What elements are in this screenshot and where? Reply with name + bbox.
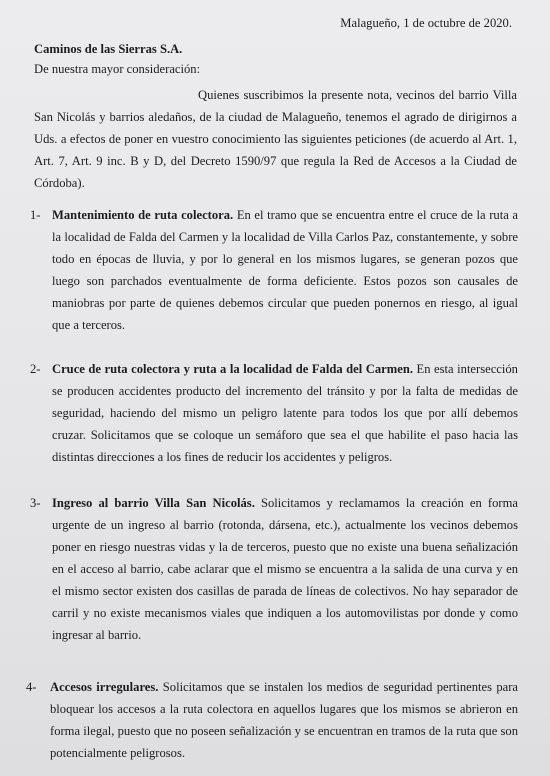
- petition-text: Solicitamos que se instalen los medios de seguridad pertinentes para bloquear los accesos a la ruta colectora en aquellos lugares que los mismos se abrieron en forma ilegal, puesto que no poseen señalización y se encuentran en tramos de la ruta que son potencialmente peligrosos.: [50, 680, 519, 760]
- petition-body: [52, 358, 518, 468]
- recipient-name: Caminos de las Sierras S.A.: [34, 42, 183, 56]
- petition-text: En esta intersección se producen accidentes producto del incremento del tránsito y por la falta de medidas de seguridad, haciendo del mismo un peligro latente para todos los que por allí debemos cruzar. Solicitamos que se coloque un semáforo que sea el que habilite el paso hacia las distintas direcciones a los fines de reducir los accidentes y peligros.: [52, 362, 518, 464]
- petition-item: [30, 492, 518, 646]
- petition-text: En el tramo que se encuentra entre el cruce de la ruta a la localidad de Falda del Carmen y la localidad de Villa Carlos Paz, constantemente, y sobre todo en épocas de lluvia, y por lo general en los mismos lugares, se generan pozos que luego son parchados eventualmente de forma deficiente. Estos pozos son causales de maniobras por parte de quienes debemos circular que pueden ponernos en riesgo, al igual que a terceros.: [52, 208, 518, 332]
- petition-item: [30, 358, 518, 468]
- petition-number: 3-: [30, 496, 41, 510]
- petition-title: Ingreso al barrio Villa San Nicolás.: [52, 496, 255, 510]
- petition-number: 4-: [26, 680, 37, 694]
- petition-title: Cruce de ruta colectora y ruta a la localidad de Falda del Carmen.: [52, 362, 413, 376]
- letter-date: Malagueño, 1 de octubre de 2020.: [340, 16, 512, 30]
- greeting: De nuestra mayor consideración:: [34, 62, 201, 76]
- petition-item: [26, 676, 518, 764]
- petition-body: [50, 676, 518, 764]
- petition-item: [30, 204, 518, 336]
- petition-number: 2-: [30, 362, 41, 376]
- intro-paragraph: Quienes suscribimos la presente nota, vecinos del barrio Villa San Nicolás y barrios aledaños, de la ciudad de Malagueño, tenemos el agrado de dirigirnos a Uds. a efectos de poner en vuestro conocimiento las siguientes peticiones (de acuerdo al Art. 1, Art. 7, Art. 9 inc. B y D, del Decreto 1590/97 que regula la Red de Accesos a la Ciudad de Córdoba).: [34, 88, 517, 190]
- petition-title: Accesos irregulares.: [50, 680, 159, 694]
- petition-number: 1-: [30, 208, 41, 222]
- petition-body: [52, 492, 518, 646]
- petition-text: Solicitamos y reclamamos la creación en forma urgente de un ingreso al barrio (rotonda, dársena, etc.), actualmente los vecinos debemos poner en riesgo nuestras vidas y la de terceros, puesto que no existe una buena señalización en el acceso al barrio, cabe aclarar que el mismo se encuentra a la salida de una curva y en el mismo sector existen dos casillas de parada de líneas de colectivos. No hay separador de carril y no existe mecanismos viales que indiquen a los automovilistas por donde y como ingresar al barrio.: [52, 496, 518, 642]
- petition-title: Mantenimiento de ruta colectora.: [52, 208, 234, 222]
- petition-body: [52, 204, 518, 336]
